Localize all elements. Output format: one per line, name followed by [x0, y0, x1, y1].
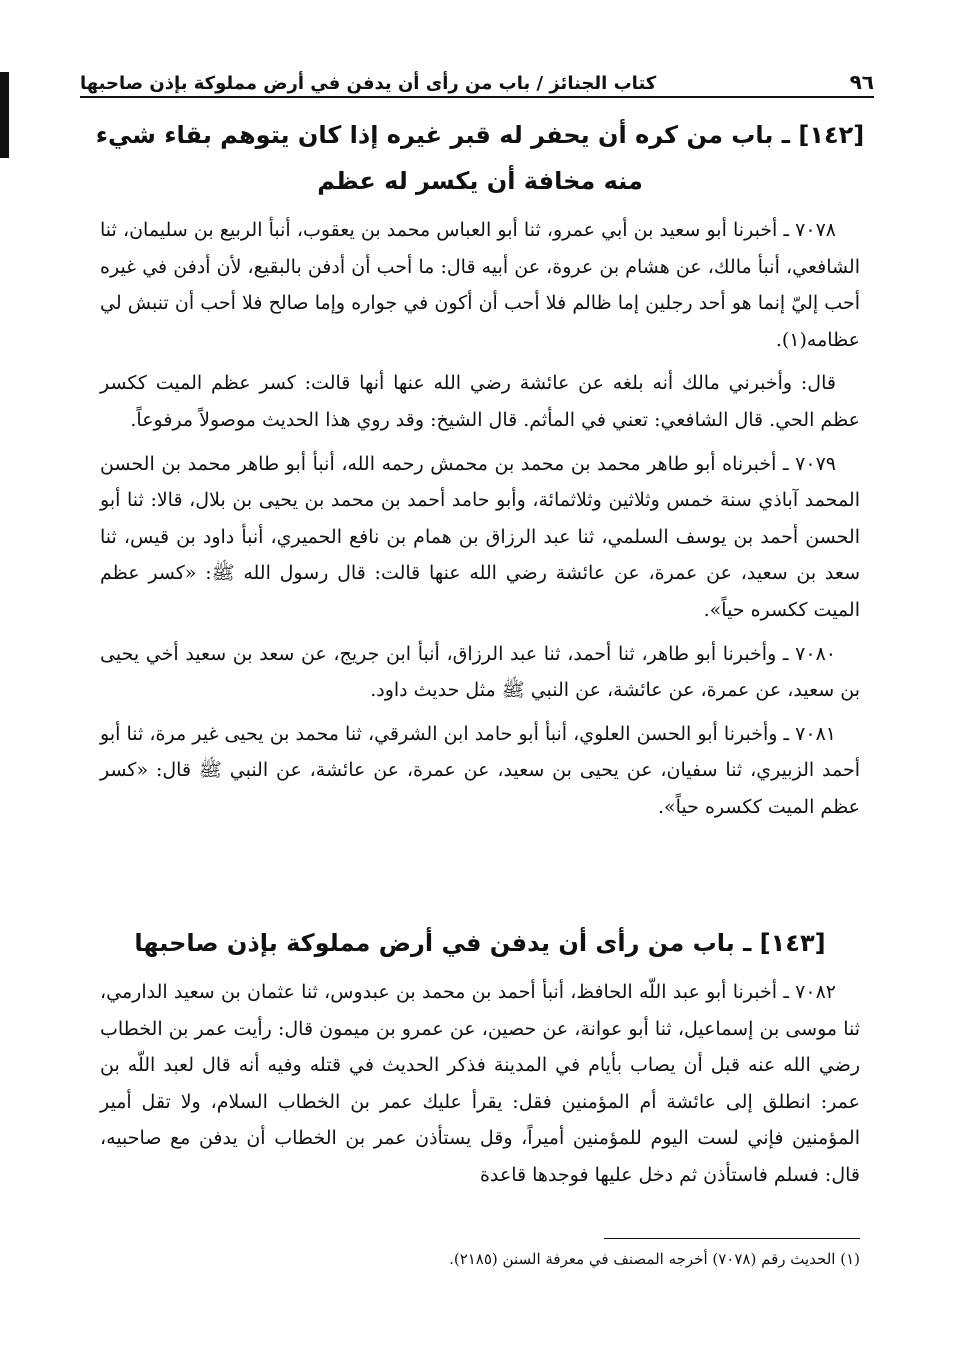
hadith-7080: ٧٠٨٠ ـ وأخبرنا أبو طاهر، ثنا أحمد، ثنا عبد الرزاق، أنبأ ابن جريج، عن سعد بن سعيد أخي يحيى بن سعيد، عن عمرة، عن عائشة، عن النبي ﷺ مثل حديث داود. [100, 642, 860, 702]
chapter-heading-143: [١٤٣] ـ باب من رأى أن يدفن في أرض مملوكة بإذن صاحبها [134, 929, 826, 957]
hadith-7078: ٧٠٧٨ ـ أخبرنا أبو سعيد بن أبي عمرو، ثنا أبو العباس محمد بن يعقوب، أنبأ الربيع بن سليمان، ثنا الشافعي، أنبأ مالك، عن هشام بن عروة، عن أبيه قال: ما أحب أن أدفن بالبقيع، لأن أدفن في غيره أحب إليّ إنما هو أحد رجلين إما ظالم فلا أحب أن أكون في جواره وإما صالح فلا أحب أن تنبش لي عظامه(١). [100, 219, 860, 351]
binding-edge-mark [0, 72, 9, 158]
hadith-7081: ٧٠٨١ ـ وأخبرنا أبو الحسن العلوي، أنبأ أبو حامد ابن الشرقي، ثنا محمد بن يحيى غير مرة، ثنا أبو أحمد الزبيري، ثنا سفيان، عن يحيى بن سعيد، عن عمرة، عن عائشة، عن النبي ﷺ قال: «كسر عظم الميت ككسره حياً». [100, 722, 860, 818]
chapter-heading-142: [١٤٢] ـ باب من كره أن يحفر له قبر غيره إذا كان يتوهم بقاء شيء منه مخافة أن يكسر له عظم [95, 121, 865, 195]
commentary-paragraph: قال: وأخبرني مالك أنه بلغه عن عائشة رضي الله عنها أنها قالت: كسر عظم الميت ككسر عظم الحي. قال الشافعي: تعني في المأثم. قال الشيخ: وقد روي هذا الحديث موصولاً مرفوعاً. [100, 372, 860, 431]
footnote: (١) الحديث رقم (٧٠٧٨) أخرجه المصنف في معرفة السنن (٢١٨٥). [449, 1250, 860, 1268]
running-title: كتاب الجنائز / باب من رأى أن يدفن في أرض مملوكة بإذن صاحبها [80, 73, 657, 94]
chapter-143-body [100, 974, 860, 1201]
hadith-7079: ٧٠٧٩ ـ أخبرناه أبو طاهر محمد بن محمد بن محمش رحمه الله، أنبأ أبو طاهر محمد بن الحسن المحمد آباذي سنة خمس وثلاثين وثلاثمائة، وأبو حامد أحمد بن محمد بن يحيى بن بلال، قالا: ثنا أبو الحسن أحمد بن يوسف السلمي، ثنا عبد الرزاق بن همام بن نافع الحميري، أنبأ داود بن قيس، ثنا سعد بن سعيد، عن عمرة، عن عائشة رضي الله عنها قالت: قال رسول الله ﷺ: «كسر عظم الميت ككسره حياً». [100, 452, 860, 621]
footnote-divider [604, 1238, 860, 1239]
hadith-7082: ٧٠٨٢ ـ أخبرنا أبو عبد اللّه الحافظ، أنبأ أحمد بن محمد بن عبدوس، ثنا عثمان بن سعيد الدارمي، ثنا موسى بن إسماعيل، ثنا أبو عوانة، عن حصين، عن عمرو بن ميمون قال: رأيت عمر بن الخطاب رضي الله عنه قبل أن يصاب بأيام في المدينة فذكر الحديث في قتله وفيه أنه قال لعبد اللّه بن عمر: انطلق إلى عائشة أم المؤمنين فقل: يقرأ عليك عمر بن الخطاب السلام، ولا تقل أمير المؤمنين فإني لست اليوم للمؤمنين أميراً، وقل يستأذن عمر بن الخطاب أن يدفن مع صاحبيه، قال: فسلم فاستأذن ثم دخل عليها فوجدها قاعدة [100, 981, 860, 1186]
chapter-142-body [100, 212, 860, 833]
running-header [80, 58, 874, 98]
page-number: ٩٦ [849, 70, 874, 94]
